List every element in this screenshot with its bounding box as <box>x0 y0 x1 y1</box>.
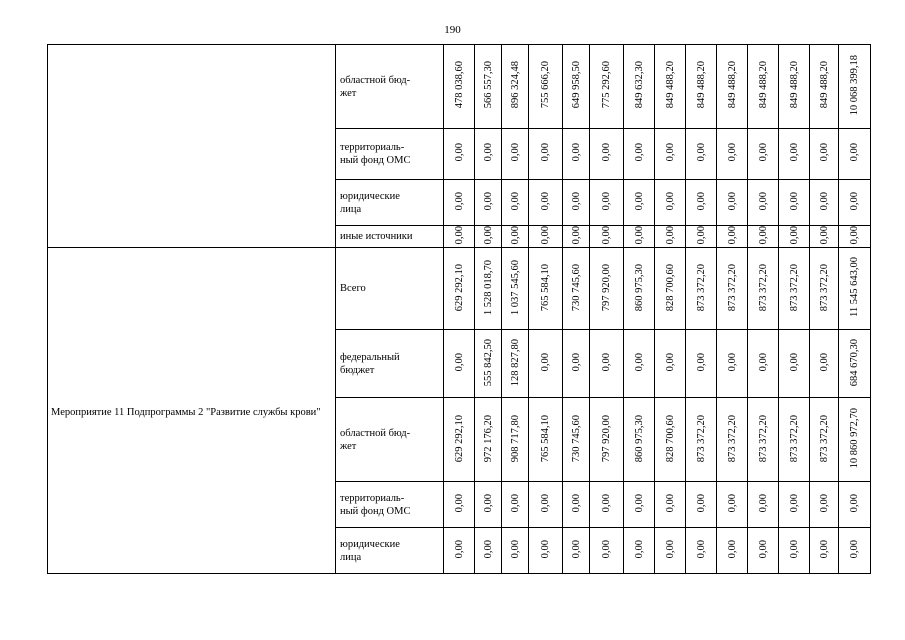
value-cell <box>444 248 475 330</box>
value-cell <box>655 482 686 528</box>
value-text: 10 068 399,18 <box>849 54 860 116</box>
value-cell <box>529 248 563 330</box>
value-cell <box>655 330 686 398</box>
value-text: 0,00 <box>540 226 551 245</box>
funding-source-cell: территориаль- ный фонд ОМС <box>336 482 444 528</box>
funding-source-cell: юридические лица <box>336 180 444 226</box>
value-cell <box>686 528 717 574</box>
value-cell <box>810 226 839 248</box>
value-text: 0,00 <box>540 540 551 559</box>
value-text: 896 324,48 <box>509 61 521 109</box>
value-text: 0,00 <box>695 353 707 372</box>
value-cell <box>475 528 502 574</box>
value-text: 0,00 <box>453 191 465 211</box>
value-text: 0,00 <box>726 191 738 211</box>
value-text: 765 584,10 <box>540 263 551 311</box>
value-text: 566 557,30 <box>482 61 494 109</box>
value-text: 849 488,20 <box>818 61 830 109</box>
value-cell <box>590 45 624 129</box>
value-cell <box>624 226 655 248</box>
value-cell <box>563 482 590 528</box>
value-text: 0,00 <box>757 353 769 372</box>
value-cell <box>529 528 563 574</box>
value-text: 0,00 <box>788 353 800 372</box>
value-text: 0,00 <box>757 191 769 211</box>
value-cell <box>444 330 475 398</box>
value-cell <box>686 45 717 129</box>
value-cell <box>839 180 871 226</box>
value-cell <box>502 248 529 330</box>
value-cell <box>444 398 475 482</box>
value-text: 478 038,60 <box>453 61 465 109</box>
value-text: 0,00 <box>757 226 769 245</box>
value-cell <box>717 398 748 482</box>
value-text: 649 958,50 <box>570 61 582 109</box>
value-text: 0,00 <box>849 494 860 513</box>
value-text: 0,00 <box>453 143 465 162</box>
value-text: 0,00 <box>633 353 645 372</box>
value-text: 873 372,20 <box>757 414 769 462</box>
value-text: 629 292,10 <box>453 263 465 311</box>
value-text: 0,00 <box>726 494 738 513</box>
value-cell <box>444 180 475 226</box>
value-cell <box>839 398 871 482</box>
value-text: 775 292,60 <box>601 61 612 109</box>
value-text: 0,00 <box>664 540 676 559</box>
value-cell <box>839 482 871 528</box>
measure-name: Мероприятие 11 Подпрограммы 2 "Развитие службы крови" <box>48 248 336 574</box>
value-cell <box>475 482 502 528</box>
value-text: 0,00 <box>788 226 800 245</box>
value-text: 0,00 <box>757 494 769 513</box>
value-cell <box>502 482 529 528</box>
value-text: 0,00 <box>726 143 738 162</box>
value-text: 0,00 <box>664 353 676 372</box>
value-text: 0,00 <box>849 191 860 211</box>
value-text: 0,00 <box>818 191 830 211</box>
value-cell <box>779 528 810 574</box>
value-text: 873 372,20 <box>726 263 738 311</box>
value-cell <box>624 482 655 528</box>
value-text: 0,00 <box>633 226 645 245</box>
funding-source-cell: федеральный бюджет <box>336 330 444 398</box>
value-cell <box>475 180 502 226</box>
value-cell <box>563 248 590 330</box>
value-text: 0,00 <box>509 226 521 245</box>
value-cell <box>748 45 779 129</box>
value-text: 0,00 <box>453 353 465 372</box>
value-cell <box>502 180 529 226</box>
value-cell <box>839 129 871 180</box>
value-text: 0,00 <box>788 540 800 559</box>
value-cell <box>563 129 590 180</box>
value-text: 11 545 643,00 <box>849 257 860 318</box>
value-cell <box>590 482 624 528</box>
value-text: 0,00 <box>788 494 800 513</box>
value-cell <box>748 180 779 226</box>
value-cell <box>624 248 655 330</box>
value-cell <box>444 482 475 528</box>
value-cell <box>475 226 502 248</box>
value-text: 0,00 <box>633 191 645 211</box>
value-cell <box>502 330 529 398</box>
value-cell <box>502 226 529 248</box>
value-cell <box>529 226 563 248</box>
value-cell <box>810 528 839 574</box>
value-text: 0,00 <box>570 226 582 245</box>
value-cell <box>563 398 590 482</box>
value-cell <box>590 248 624 330</box>
value-text: 0,00 <box>570 353 582 372</box>
value-text: 0,00 <box>818 226 830 245</box>
funding-source-cell: областной бюд- жет <box>336 398 444 482</box>
value-cell <box>590 528 624 574</box>
value-cell <box>748 330 779 398</box>
value-cell <box>779 45 810 129</box>
value-text: 555 842,50 <box>482 338 494 386</box>
value-cell <box>779 248 810 330</box>
value-cell <box>444 45 475 129</box>
value-text: 0,00 <box>726 226 738 245</box>
value-cell <box>839 248 871 330</box>
value-text: 1 528 018,70 <box>482 259 494 315</box>
value-text: 873 372,20 <box>757 263 769 311</box>
value-cell <box>839 528 871 574</box>
value-cell <box>529 330 563 398</box>
value-cell <box>810 482 839 528</box>
value-text: 0,00 <box>453 540 465 559</box>
value-cell <box>444 528 475 574</box>
value-text: 0,00 <box>509 191 521 211</box>
value-text: 0,00 <box>788 143 800 162</box>
value-text: 873 372,20 <box>788 414 800 462</box>
value-cell <box>655 226 686 248</box>
value-cell <box>717 45 748 129</box>
value-cell <box>502 129 529 180</box>
value-text: 0,00 <box>633 494 645 513</box>
value-text: 908 717,80 <box>509 414 521 462</box>
value-cell <box>529 482 563 528</box>
table-row <box>48 248 871 330</box>
value-text: 849 488,20 <box>664 61 676 109</box>
value-cell <box>590 226 624 248</box>
value-text: 849 488,20 <box>757 61 769 109</box>
value-cell <box>748 129 779 180</box>
value-text: 765 584,10 <box>540 414 551 462</box>
value-text: 828 700,60 <box>664 263 676 311</box>
value-text: 873 372,20 <box>818 414 830 462</box>
value-text: 0,00 <box>601 494 612 513</box>
value-text: 0,00 <box>757 143 769 162</box>
value-text: 755 666,20 <box>540 61 551 109</box>
value-cell <box>624 528 655 574</box>
value-text: 0,00 <box>540 353 551 372</box>
value-text: 0,00 <box>664 191 676 211</box>
value-text: 972 176,20 <box>482 414 494 462</box>
value-text: 0,00 <box>726 540 738 559</box>
value-text: 0,00 <box>482 494 494 513</box>
value-text: 0,00 <box>695 143 707 162</box>
value-cell <box>686 129 717 180</box>
value-text: 0,00 <box>695 191 707 211</box>
value-cell <box>624 330 655 398</box>
value-cell <box>748 482 779 528</box>
value-text: 0,00 <box>509 143 521 162</box>
value-cell <box>502 398 529 482</box>
value-text: 0,00 <box>570 540 582 559</box>
value-text: 0,00 <box>601 143 612 162</box>
value-cell <box>502 45 529 129</box>
value-text: 0,00 <box>509 540 521 559</box>
budget-table <box>47 44 871 574</box>
value-text: 0,00 <box>570 143 582 162</box>
value-cell <box>810 398 839 482</box>
value-cell <box>779 129 810 180</box>
value-cell <box>563 180 590 226</box>
value-cell <box>475 398 502 482</box>
value-cell <box>624 180 655 226</box>
value-cell <box>529 398 563 482</box>
value-text: 0,00 <box>453 494 465 513</box>
value-cell <box>779 226 810 248</box>
value-text: 0,00 <box>570 191 582 211</box>
value-cell <box>655 180 686 226</box>
value-text: 629 292,10 <box>453 414 465 462</box>
value-cell <box>529 129 563 180</box>
value-text: 0,00 <box>482 540 494 559</box>
value-text: 0,00 <box>664 226 676 245</box>
budget-table-body <box>48 45 871 574</box>
value-text: 0,00 <box>633 143 645 162</box>
value-text: 0,00 <box>570 494 582 513</box>
value-text: 0,00 <box>695 540 707 559</box>
value-cell <box>475 330 502 398</box>
value-text: 0,00 <box>818 540 830 559</box>
value-text: 849 632,30 <box>633 61 645 109</box>
value-cell <box>717 248 748 330</box>
value-text: 0,00 <box>453 226 465 245</box>
value-cell <box>839 226 871 248</box>
value-cell <box>810 180 839 226</box>
value-text: 873 372,20 <box>788 263 800 311</box>
value-text: 0,00 <box>788 191 800 211</box>
value-text: 730 745,60 <box>570 263 582 311</box>
value-text: 0,00 <box>695 226 707 245</box>
value-text: 873 372,20 <box>726 414 738 462</box>
value-text: 849 488,20 <box>695 61 707 109</box>
value-cell <box>810 129 839 180</box>
value-cell <box>590 180 624 226</box>
value-text: 0,00 <box>695 494 707 513</box>
value-cell <box>624 129 655 180</box>
funding-source-cell: иные источники <box>336 226 444 248</box>
value-text: 0,00 <box>757 540 769 559</box>
value-cell <box>748 398 779 482</box>
value-text: 0,00 <box>849 540 860 559</box>
value-text: 0,00 <box>818 143 830 162</box>
value-cell <box>655 398 686 482</box>
value-cell <box>779 398 810 482</box>
value-text: 0,00 <box>540 494 551 513</box>
value-cell <box>655 248 686 330</box>
value-cell <box>655 528 686 574</box>
value-text: 684 670,30 <box>849 338 860 386</box>
value-text: 0,00 <box>664 143 676 162</box>
value-cell <box>686 226 717 248</box>
value-cell <box>779 330 810 398</box>
value-text: 0,00 <box>601 540 612 559</box>
value-cell <box>717 528 748 574</box>
table-row <box>48 45 871 129</box>
value-cell <box>475 129 502 180</box>
value-text: 0,00 <box>849 143 860 162</box>
value-cell <box>748 248 779 330</box>
value-cell <box>779 180 810 226</box>
funding-source-cell: областной бюд- жет <box>336 45 444 129</box>
measure-empty-cell <box>48 45 336 248</box>
value-text: 849 488,20 <box>788 61 800 109</box>
value-cell <box>717 180 748 226</box>
value-text: 873 372,20 <box>818 263 830 311</box>
funding-source-cell: юридические лица <box>336 528 444 574</box>
value-cell <box>529 180 563 226</box>
value-text: 0,00 <box>509 494 521 513</box>
value-text: 797 920,00 <box>601 263 612 311</box>
value-cell <box>686 180 717 226</box>
funding-source-cell: территориаль- ный фонд ОМС <box>336 129 444 180</box>
funding-source-cell: Всего <box>336 248 444 330</box>
value-cell <box>686 398 717 482</box>
value-text: 873 372,20 <box>695 414 707 462</box>
value-cell <box>810 248 839 330</box>
value-cell <box>779 482 810 528</box>
value-text: 0,00 <box>482 226 494 245</box>
value-cell <box>717 330 748 398</box>
value-cell <box>655 129 686 180</box>
value-cell <box>624 398 655 482</box>
value-cell <box>444 226 475 248</box>
value-cell <box>748 528 779 574</box>
value-cell <box>475 248 502 330</box>
value-text: 0,00 <box>818 353 830 372</box>
value-cell <box>563 330 590 398</box>
value-text: 0,00 <box>540 143 551 162</box>
value-cell <box>529 45 563 129</box>
value-text: 0,00 <box>540 191 551 211</box>
value-cell <box>686 248 717 330</box>
value-text: 797 920,00 <box>601 414 612 462</box>
value-text: 828 700,60 <box>664 414 676 462</box>
value-cell <box>717 226 748 248</box>
value-cell <box>748 226 779 248</box>
value-text: 0,00 <box>633 540 645 559</box>
value-cell <box>624 45 655 129</box>
value-cell <box>563 45 590 129</box>
value-cell <box>655 45 686 129</box>
value-text: 860 975,30 <box>633 414 645 462</box>
value-text: 849 488,20 <box>726 61 738 109</box>
value-text: 0,00 <box>482 143 494 162</box>
value-text: 0,00 <box>849 226 860 245</box>
value-text: 0,00 <box>482 191 494 211</box>
value-cell <box>839 330 871 398</box>
value-cell <box>590 129 624 180</box>
value-text: 128 827,80 <box>509 338 521 386</box>
value-text: 1 037 545,60 <box>509 259 521 315</box>
value-cell <box>717 482 748 528</box>
value-cell <box>717 129 748 180</box>
value-text: 0,00 <box>726 353 738 372</box>
value-cell <box>475 45 502 129</box>
value-cell <box>590 398 624 482</box>
value-cell <box>444 129 475 180</box>
value-cell <box>563 528 590 574</box>
value-cell <box>590 330 624 398</box>
value-cell <box>563 226 590 248</box>
value-text: 0,00 <box>664 494 676 513</box>
value-text: 860 975,30 <box>633 263 645 311</box>
value-text: 730 745,60 <box>570 414 582 462</box>
value-cell <box>810 330 839 398</box>
value-cell <box>502 528 529 574</box>
value-text: 0,00 <box>818 494 830 513</box>
value-text: 10 860 972,70 <box>849 408 860 469</box>
page-number: 190 <box>444 24 461 36</box>
value-text: 0,00 <box>601 353 612 372</box>
value-cell <box>810 45 839 129</box>
value-text: 873 372,20 <box>695 263 707 311</box>
value-cell <box>686 330 717 398</box>
value-text: 0,00 <box>601 191 612 211</box>
value-cell <box>839 45 871 129</box>
value-cell <box>686 482 717 528</box>
value-text: 0,00 <box>601 226 612 245</box>
